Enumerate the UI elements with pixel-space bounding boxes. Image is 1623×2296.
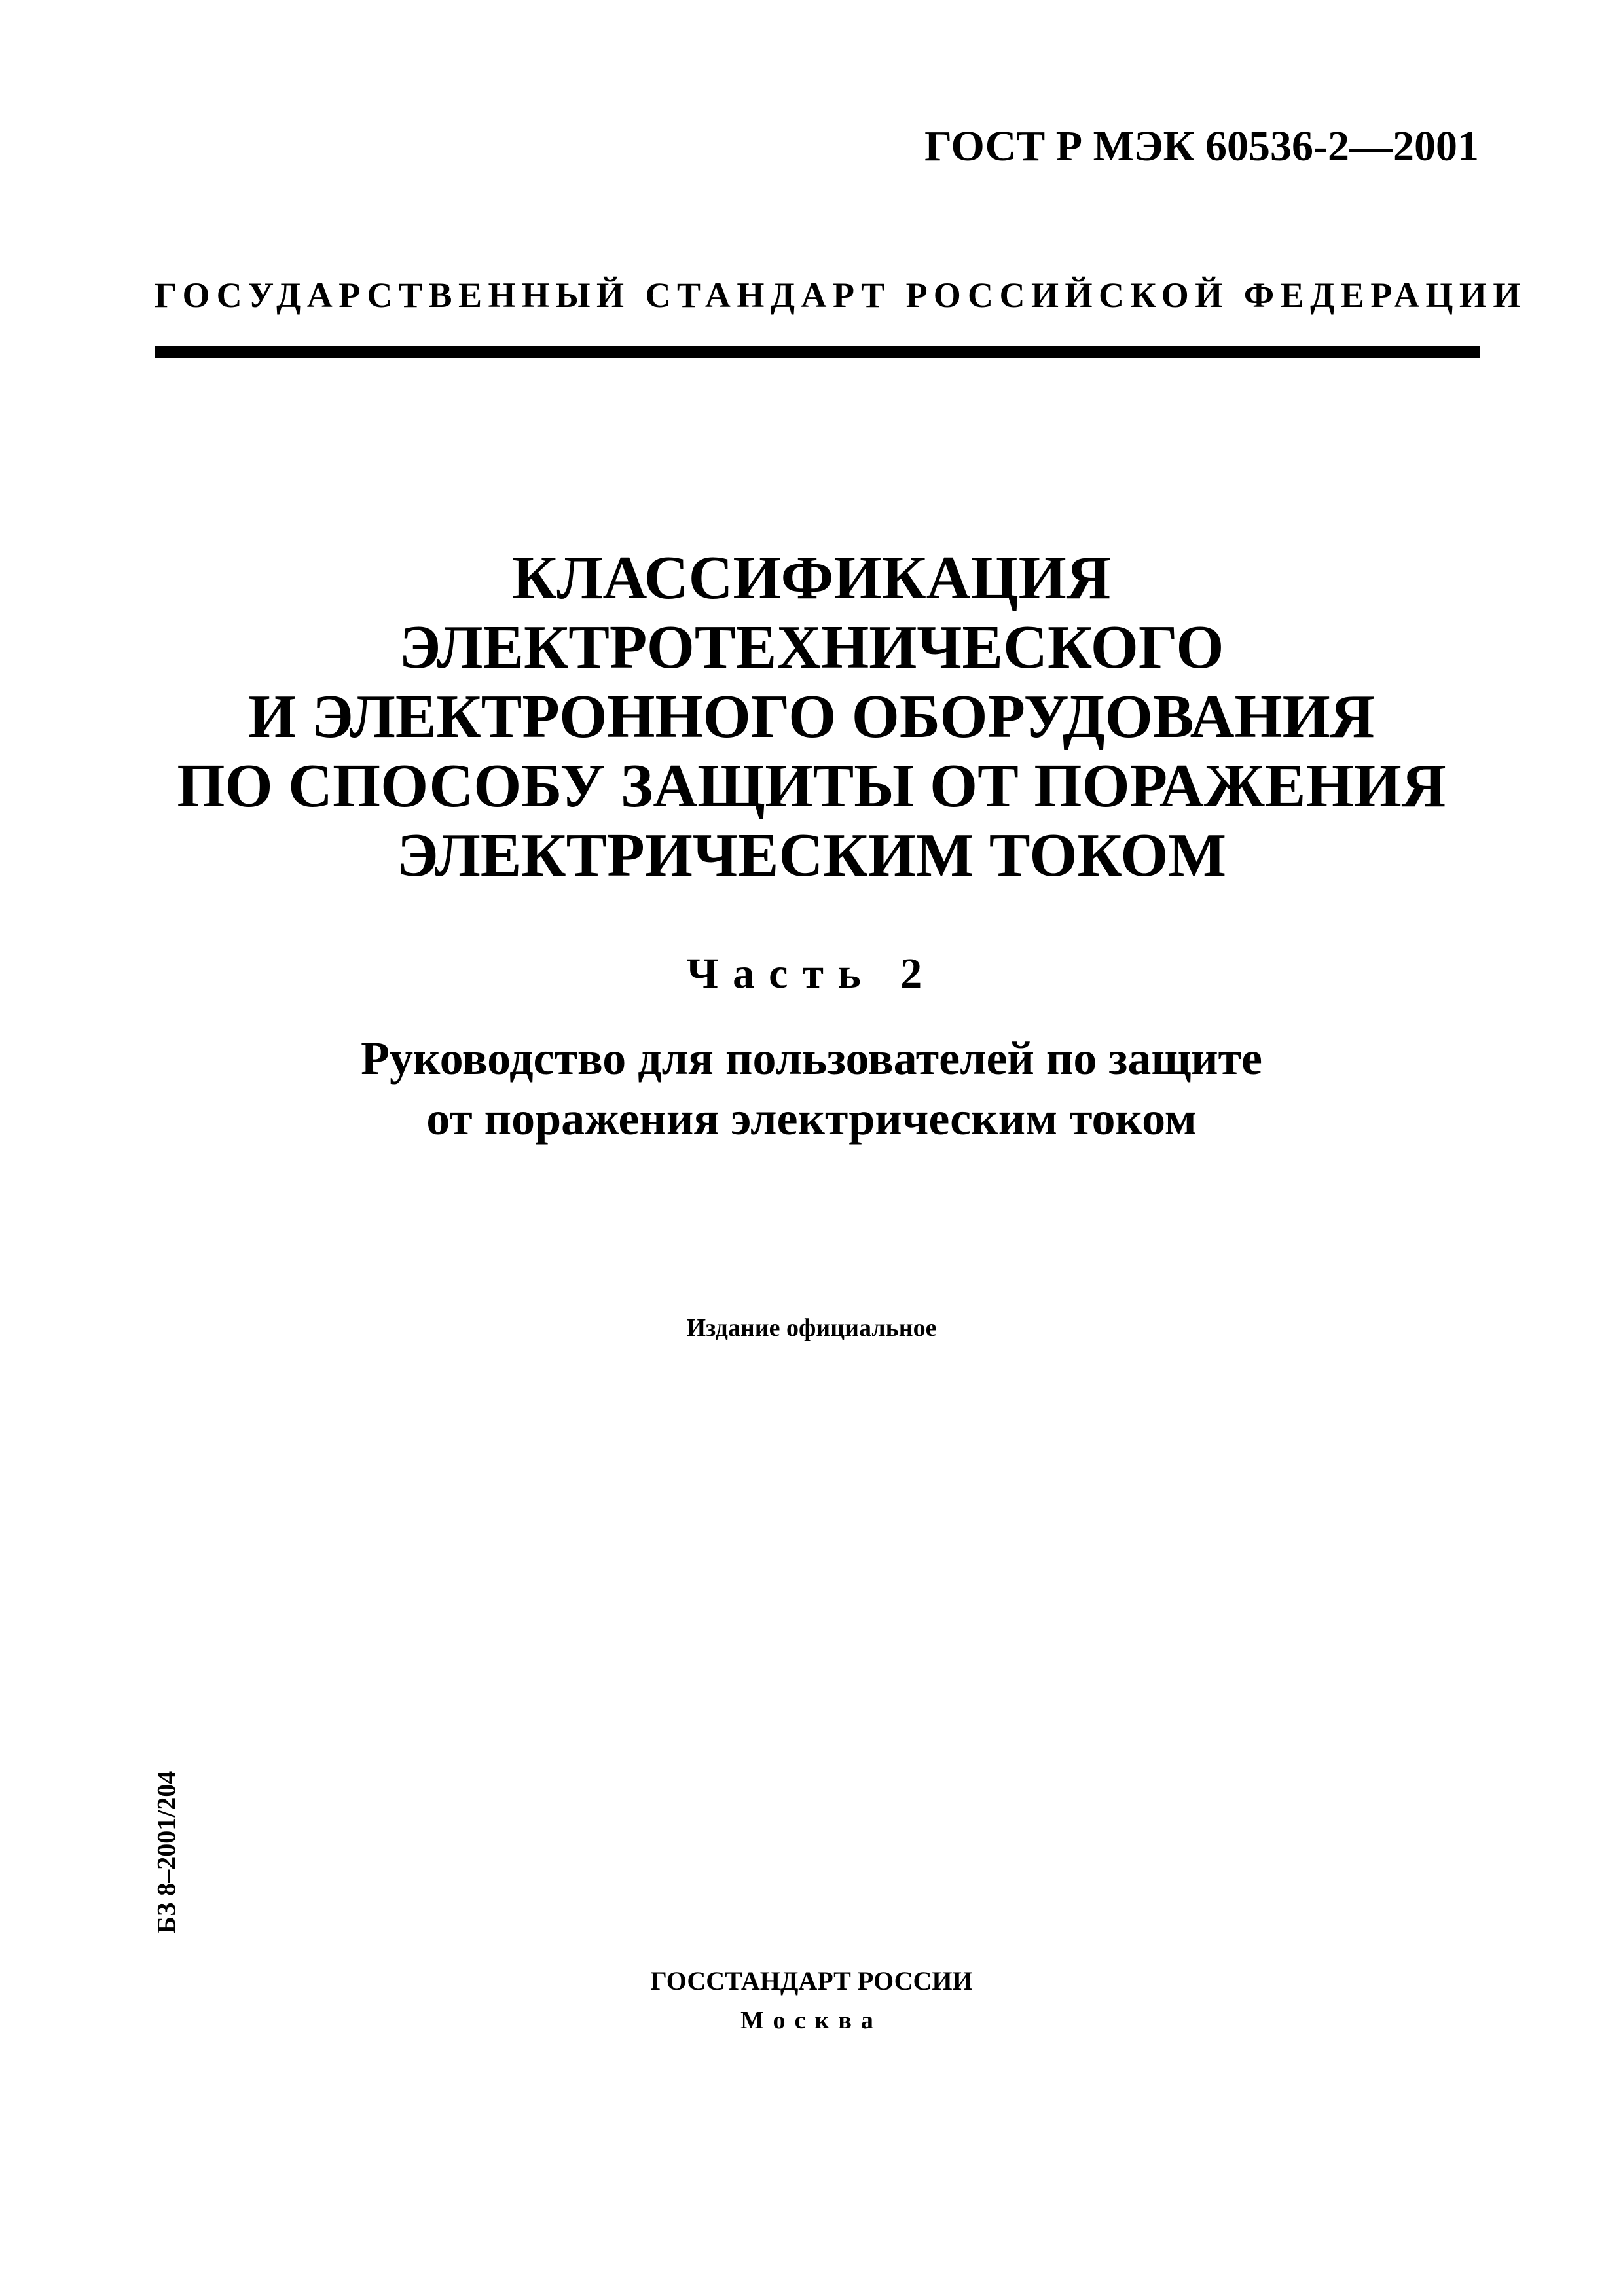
- main-title-line: ЭЛЕКТРОТЕХНИЧЕСКОГО: [399, 613, 1224, 681]
- part-subtitle-line: от поражения электрическим током: [426, 1092, 1197, 1145]
- main-title-line: ПО СПОСОБУ ЗАЩИТЫ ОТ ПОРАЖЕНИЯ: [177, 752, 1446, 820]
- main-title-line: КЛАССИФИКАЦИЯ: [512, 544, 1111, 612]
- main-title: [0, 543, 1623, 890]
- main-title-line: И ЭЛЕКТРОННОГО ОБОРУДОВАНИЯ: [248, 683, 1375, 751]
- side-code-text: БЗ 8–2001/204: [151, 1770, 181, 1934]
- part-subtitle: [0, 1028, 1623, 1149]
- part-subtitle-line: Руководство для пользователей по защите: [361, 1032, 1262, 1085]
- publisher: ГОССТАНДАРТ РОССИИ: [650, 1966, 973, 1996]
- main-title-line: ЭЛЕКТРИЧЕСКИМ ТОКОМ: [396, 821, 1227, 889]
- publication-city: Москва: [740, 2007, 883, 2034]
- state-standard-heading: ГОСУДАРСТВЕННЫЙ СТАНДАРТ РОССИЙСКОЙ ФЕДЕРАЦИИ: [155, 276, 1527, 315]
- part-label: Часть 2: [686, 950, 937, 997]
- document-number: ГОСТ Р МЭК 60536-2—2001: [924, 122, 1479, 170]
- header-rule: [155, 346, 1480, 358]
- edition-note: Издание официальное: [686, 1314, 937, 1342]
